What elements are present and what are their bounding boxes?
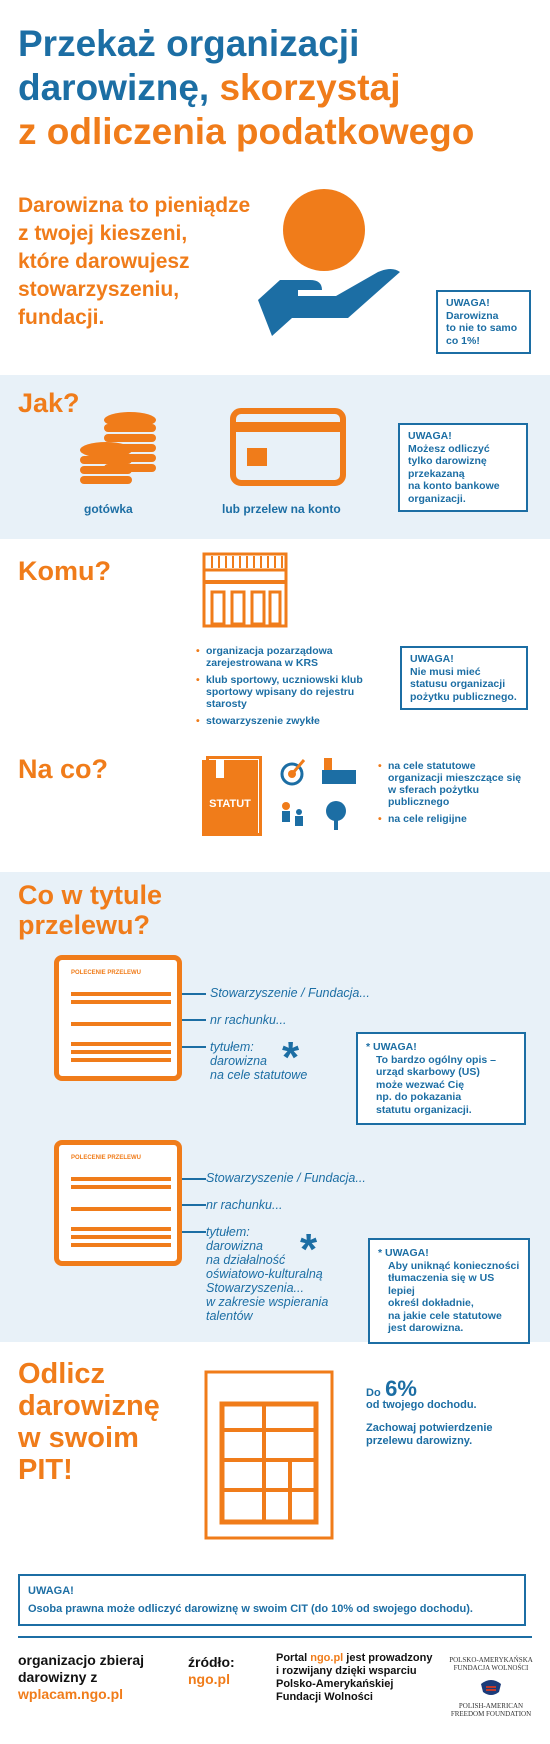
warning-title: UWAGA! (410, 653, 454, 665)
list-item: • na cele statutowe organizacji mieszczące się w sferach pożytku publicznego (378, 760, 528, 808)
collect-line: darowizny z (18, 1669, 98, 1685)
title-line: w zakresie wspierania (206, 1295, 329, 1309)
warning-line: może wezwać Cię (376, 1078, 465, 1091)
heading-line: w swoim (18, 1422, 139, 1454)
purposes-list (378, 760, 528, 830)
title-line: talentów (206, 1309, 253, 1323)
heading-komu: Komu? (18, 556, 111, 586)
warning-title: UWAGA! (446, 297, 490, 309)
title-line: darowizna (206, 1239, 263, 1253)
coins-icon (78, 410, 158, 490)
warning-title: UWAGA! (408, 430, 452, 442)
credit-card-icon (230, 408, 346, 486)
target-icon (278, 758, 306, 786)
form2-recipient: Stowarzyszenie / Fundacja... (206, 1171, 366, 1185)
title-line-3: z odliczenia podatkowego (18, 111, 475, 152)
keep-line: przelewu darowizny. (366, 1435, 473, 1447)
portal-line (276, 1652, 432, 1665)
source-label: źródło: (188, 1654, 235, 1670)
hand-coin-icon (252, 188, 412, 353)
warning-line: jest darowizna. (388, 1322, 464, 1334)
warning-line: tylko darowiznę (408, 455, 487, 467)
title-line: na działalność (206, 1253, 286, 1267)
intro-line: z twojej kieszeni, (18, 222, 188, 245)
warning-line: Aby uniknąć konieczności (388, 1259, 520, 1272)
warning-not-one-percent (436, 290, 531, 354)
warning-line: to nie to samo (446, 322, 518, 334)
heading-pit (18, 1358, 160, 1486)
portal-suffix: jest prowadzony (343, 1652, 433, 1664)
warning-line: przekazaną (408, 467, 465, 480)
warning-title: * UWAGA! (366, 1041, 417, 1053)
warning-line: statutu organizacji. (376, 1103, 472, 1116)
warning-line: urząd skarbowy (US) (376, 1066, 480, 1078)
title-line: tytułem: (206, 1225, 250, 1239)
list-item: • klub sportowy, uczniowski klub sportowy wpisany do rejestru starosty (196, 674, 366, 710)
portal-line: Polsko-Amerykańskiej (276, 1678, 394, 1690)
footer-portal-info (276, 1652, 432, 1704)
pit-form-icon (204, 1370, 334, 1540)
warning-line: Osoba prawna może odliczyć darowiznę w swoim CIT (do 10% od swojego dochodu). (28, 1603, 473, 1615)
heading-line: darowiznę (18, 1390, 160, 1422)
footer-collect (18, 1652, 144, 1703)
label-transfer: lub przelew na konto (222, 502, 341, 516)
transfer-form-2 (54, 1140, 182, 1266)
warning-title: * UWAGA! (378, 1247, 429, 1259)
asterisk-icon: * (282, 1033, 300, 1082)
warning-line: Możesz odliczyć (408, 442, 490, 455)
warning-line: statusu organizacji (410, 678, 506, 690)
form-label: POLECENIE PRZELEWU (71, 1155, 142, 1161)
list-item: • na cele religijne (378, 813, 528, 825)
collect-line: organizacjo zbieraj (18, 1652, 145, 1668)
heading-line: Co w tytule (18, 880, 163, 910)
form1-account: nr rachunku... (210, 1013, 287, 1027)
form2-account: nr rachunku... (206, 1198, 283, 1212)
recipients-list (196, 645, 366, 732)
intro-line: stowarzyszeniu, (18, 278, 180, 301)
intro-line: które darowujesz (18, 250, 190, 273)
form-label: POLECENIE PRZELEWU (71, 970, 142, 976)
warning-line: na konto bankowe (408, 480, 500, 492)
logo-line: POLISH-AMERICAN (458, 1702, 524, 1710)
heading-line: Odlicz (18, 1358, 106, 1390)
logo-line: POLSKO-AMERYKAŃSKA (449, 1656, 533, 1664)
title-line: tytułem: (210, 1040, 254, 1054)
people-icon (278, 800, 306, 828)
portal-prefix: Portal (276, 1652, 311, 1664)
title-line: na cele statutowe (210, 1068, 308, 1082)
warning-line: To bardzo ogólny opis – (376, 1053, 496, 1066)
eagle-flag-icon (479, 1678, 503, 1698)
statut-label: STATUT (209, 798, 251, 810)
form1-recipient: Stowarzyszenie / Fundacja... (210, 986, 370, 1000)
do-label: Do (366, 1387, 381, 1399)
warning-general-description (356, 1032, 526, 1125)
wplacam-link[interactable]: wplacam.ngo.pl (18, 1686, 124, 1702)
portal-line: Fundacji Wolności (276, 1691, 373, 1703)
keep-confirmation (366, 1422, 493, 1448)
statute-book-icon (202, 756, 262, 836)
pafw-logo (446, 1656, 536, 1718)
footer-source (188, 1654, 235, 1688)
title-line: darowizna (210, 1054, 267, 1068)
warning-cit (18, 1574, 526, 1626)
bookshelf-icon (322, 758, 356, 784)
source-link[interactable]: ngo.pl (188, 1671, 230, 1687)
warning-line: np. do pokazania (376, 1091, 462, 1103)
tree-icon (324, 800, 348, 830)
warning-line: tłumaczenia się w US lepiej (388, 1272, 495, 1297)
percent-value: 6% (385, 1376, 417, 1401)
heading-tytul (18, 880, 162, 940)
title-skorzystaj: skorzystaj (209, 67, 401, 108)
transfer-form-1 (54, 955, 182, 1081)
heading-line: przelewu? (18, 910, 151, 940)
heading-jak: Jak? (18, 388, 80, 418)
title-line-1: Przekaż organizacji (18, 23, 360, 64)
heading-line: PIT! (18, 1454, 73, 1486)
title-line-2 (18, 66, 538, 110)
warning-line: organizacji. (408, 492, 466, 505)
warning-line: na jakie cele statutowe (388, 1309, 502, 1322)
label-cash: gotówka (84, 502, 133, 516)
intro-line: Darowizna to pieniądze (18, 194, 251, 217)
warning-line: określ dokładnie, (388, 1297, 474, 1309)
logo-line: FUNDACJA WOLNOŚCI (453, 1664, 529, 1672)
income-label: od twojego dochodu. (366, 1399, 477, 1411)
building-icon (202, 552, 288, 628)
asterisk-icon: * (300, 1225, 318, 1274)
intro-line: fundacji. (18, 306, 105, 329)
list-item: • stowarzyszenie zwykłe (196, 715, 366, 727)
list-item: • organizacja pozarządowa zarejestrowana w KRS (196, 645, 366, 669)
intro-text (18, 192, 258, 332)
warning-line: Darowizna (446, 309, 499, 322)
footer-divider (18, 1636, 532, 1638)
warning-line: pożytku publicznego. (410, 690, 517, 703)
warning-title: UWAGA! (28, 1585, 74, 1597)
warning-bank-only (398, 423, 528, 512)
title-line: Stowarzyszenia... (206, 1281, 304, 1295)
warning-no-opp-status (400, 646, 528, 710)
portal-line: i rozwijany dzięki wsparciu (276, 1665, 417, 1677)
keep-line: Zachowaj potwierdzenie (366, 1422, 493, 1434)
logo-line: FREEDOM FOUNDATION (450, 1710, 532, 1718)
warning-line: co 1%! (446, 334, 480, 347)
portal-link[interactable]: ngo.pl (310, 1652, 344, 1664)
title-line: oświatowo-kulturalną (206, 1267, 323, 1281)
warning-line: Nie musi mieć (410, 665, 481, 678)
title-darowizne: darowiznę, (18, 67, 210, 108)
warning-specify-purpose (368, 1238, 530, 1344)
heading-na-co: Na co? (18, 754, 109, 784)
page-title (18, 22, 538, 154)
